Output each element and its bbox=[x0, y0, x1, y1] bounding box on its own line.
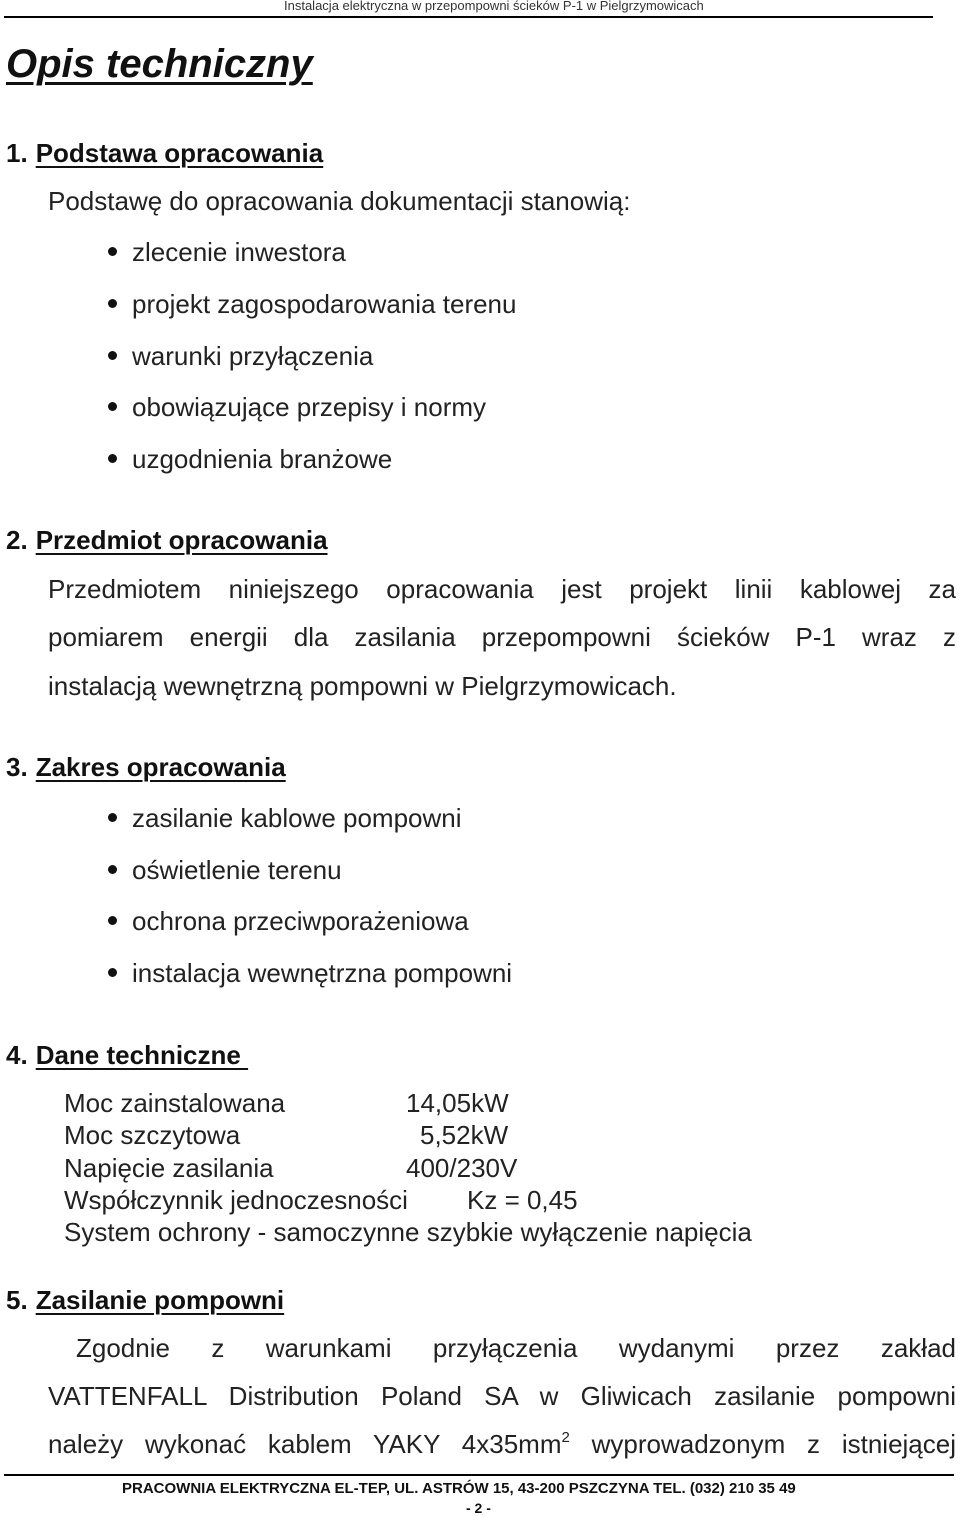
bullet-icon bbox=[108, 402, 117, 411]
bullet-icon bbox=[108, 865, 117, 874]
spec-label: Napięcie zasilania bbox=[64, 1153, 274, 1183]
section-1-list-item: obowiązujące przepisy i normy bbox=[108, 392, 486, 423]
section-3-heading bbox=[6, 752, 286, 783]
section-1-list-item: warunki przyłączenia bbox=[108, 341, 373, 372]
section-3-number: 3. bbox=[6, 752, 28, 782]
spec-value: 14,05kW bbox=[406, 1088, 509, 1118]
section-2-heading bbox=[6, 525, 328, 556]
section-3-list-item: zasilanie kablowe pompowni bbox=[108, 803, 462, 834]
bullet-icon bbox=[108, 299, 117, 308]
section-1-list-item: projekt zagospodarowania terenu bbox=[108, 289, 516, 320]
section-5-paragraph-line: VATTENFALL Distribution Poland SA w Gliwicach zasilanie pompowni bbox=[48, 1381, 956, 1411]
spec-label: Współczynnik jednoczesności bbox=[64, 1185, 408, 1215]
spec-value: Kz = 0,45 bbox=[467, 1185, 578, 1215]
bullet-icon bbox=[108, 351, 117, 360]
bullet-icon bbox=[108, 247, 117, 256]
section-5-number: 5. bbox=[6, 1285, 28, 1315]
spec-row bbox=[64, 1120, 509, 1151]
section-2-paragraph-line: Przedmiotem niniejszego opracowania jest projekt linii kablowej za bbox=[48, 574, 956, 604]
footer-company: PRACOWNIA ELEKTRYCZNA EL-TEP, UL. ASTRÓW 15, 43-200 PSZCZYNA TEL. (032) 210 35 49 bbox=[122, 1480, 796, 1497]
running-header-title: Instalacja elektryczna w przepompowni ścieków P-1 w Pielgrzymowicach bbox=[284, 0, 704, 13]
spec-value: 400/230V bbox=[406, 1153, 518, 1183]
section-3-list-item: oświetlenie terenu bbox=[108, 855, 342, 886]
section-1-title: Podstawa opracowania bbox=[35, 138, 324, 168]
bullet-icon bbox=[108, 813, 117, 822]
bullet-icon bbox=[108, 968, 117, 977]
section-5-paragraph-line: Zgodnie z warunkami przyłączenia wydanymi przez zakład bbox=[76, 1333, 956, 1363]
section-5-paragraph-line: należy wykonać kablem YAKY $4x35mm^2$ wyprowadzonym z istniejącej bbox=[48, 1429, 956, 1459]
section-1-list-item: uzgodnienia branżowe bbox=[108, 444, 392, 475]
bullet-icon bbox=[108, 454, 117, 463]
section-3-title: Zakres opracowania bbox=[35, 752, 286, 782]
spec-value: 5,52kW bbox=[420, 1120, 509, 1150]
section-2-title: Przedmiot opracowania bbox=[35, 525, 328, 555]
section-1-heading bbox=[6, 138, 323, 169]
protection-system-line: System ochrony - samoczynne szybkie wyłączenie napięcia bbox=[64, 1217, 752, 1247]
spec-label: Moc zainstalowana bbox=[64, 1088, 286, 1118]
section-1-list-item: zlecenie inwestora bbox=[108, 237, 346, 268]
section-4-number: 4. bbox=[6, 1040, 28, 1070]
page-number: - 2 - bbox=[466, 1500, 491, 1516]
superscript: 2 bbox=[561, 1429, 570, 1446]
section-2-number: 2. bbox=[6, 525, 28, 555]
spec-row bbox=[64, 1153, 518, 1184]
section-2-paragraph-line: pomiarem energii dla zasilania przepompowni ścieków P-1 wraz z bbox=[48, 622, 956, 652]
section-1-number: 1. bbox=[6, 138, 28, 168]
section-3-list-item: instalacja wewnętrzna pompowni bbox=[108, 958, 512, 989]
spec-label: Moc szczytowa bbox=[64, 1120, 241, 1150]
section-1-intro: Podstawę do opracowania dokumentacji stanowią: bbox=[48, 186, 631, 216]
section-5-title: Zasilanie pompowni bbox=[35, 1285, 285, 1315]
header-rule bbox=[4, 16, 933, 18]
bullet-icon bbox=[108, 916, 117, 925]
spec-row bbox=[64, 1185, 578, 1216]
section-4-title: Dane techniczne bbox=[35, 1040, 249, 1070]
section-4-heading bbox=[6, 1040, 248, 1071]
section-5-heading bbox=[6, 1285, 284, 1316]
document-title: Opis techniczny bbox=[6, 42, 313, 86]
spec-row bbox=[64, 1088, 509, 1119]
section-2-paragraph-line: instalacją wewnętrzną pompowni w Pielgrzymowicach. bbox=[48, 671, 677, 701]
footer-rule bbox=[4, 1474, 954, 1476]
section-3-list-item: ochrona przeciwporażeniowa bbox=[108, 906, 469, 937]
